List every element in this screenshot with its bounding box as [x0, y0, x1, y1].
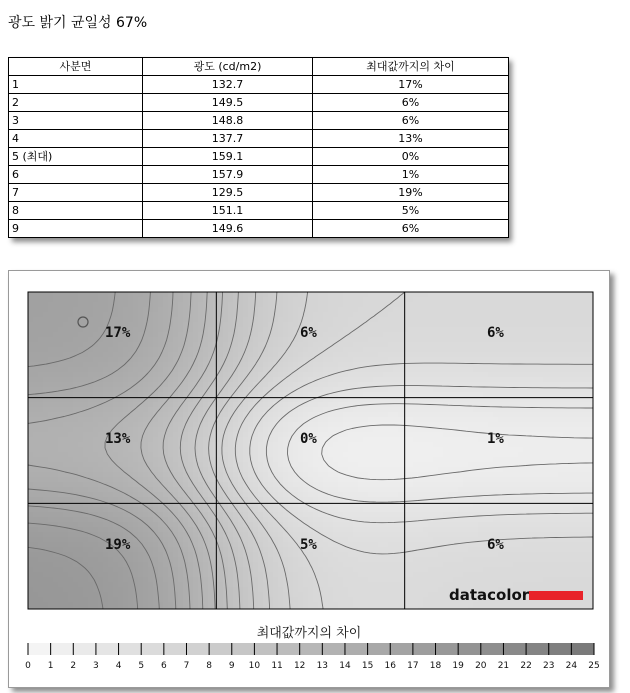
legend-tick-label: 3 — [93, 661, 99, 671]
legend-swatch — [51, 643, 74, 655]
table-row — [9, 148, 509, 166]
cell-luminance: 129.5 — [143, 184, 313, 202]
legend-swatch — [232, 643, 255, 655]
legend-tick-label: 19 — [452, 661, 464, 671]
cell-quadrant: 1 — [9, 76, 143, 94]
cell-value-label: 17% — [105, 325, 131, 341]
cell-value-label: 13% — [105, 431, 131, 447]
header-luminance: 광도 (cd/m2) — [143, 58, 313, 76]
legend-tick-label: 5 — [138, 661, 145, 671]
cell-quadrant: 2 — [9, 94, 143, 112]
legend-tick-label: 15 — [361, 661, 374, 671]
legend-swatch — [345, 643, 368, 655]
legend-swatch — [254, 643, 277, 655]
cell-luminance: 137.7 — [143, 130, 313, 148]
legend-swatch — [300, 643, 323, 655]
cell-difference: 6% — [313, 94, 509, 112]
legend-swatch — [186, 643, 209, 655]
legend-tick-label: 24 — [565, 661, 578, 671]
legend-swatch — [526, 643, 549, 655]
legend-tick-label: 17 — [407, 661, 419, 671]
datacolor-logo: datacolor — [449, 586, 530, 604]
cell-value-label: 6% — [487, 537, 504, 553]
cell-value-label: 0% — [300, 431, 317, 447]
legend-swatch — [503, 643, 526, 655]
legend-tick-label: 4 — [115, 661, 122, 671]
cell-luminance: 151.1 — [143, 202, 313, 220]
cell-luminance: 157.9 — [143, 166, 313, 184]
legend-tick-label: 20 — [475, 661, 487, 671]
header-difference: 최대값까지의 차이 — [313, 58, 509, 76]
legend-tick-label: 13 — [316, 661, 329, 671]
legend-swatch — [436, 643, 459, 655]
cell-difference: 1% — [313, 166, 509, 184]
legend-tick-label: 23 — [542, 661, 555, 671]
legend-swatch — [390, 643, 413, 655]
legend-tick-label: 14 — [339, 661, 351, 671]
cell-difference: 6% — [313, 112, 509, 130]
table-row — [9, 202, 509, 220]
uniformity-table-container — [8, 57, 508, 238]
legend-swatch — [141, 643, 164, 655]
cell-difference: 6% — [313, 220, 509, 238]
cell-quadrant: 8 — [9, 202, 143, 220]
legend-swatch — [549, 643, 572, 655]
legend-tick-label: 11 — [271, 661, 283, 671]
datacolor-logo-bar — [529, 591, 583, 600]
heatmap-chart — [9, 271, 609, 687]
legend-swatch — [277, 643, 300, 655]
cell-difference: 13% — [313, 130, 509, 148]
legend-swatch — [119, 643, 142, 655]
legend-swatch — [164, 643, 187, 655]
legend-tick-label: 0 — [25, 661, 31, 671]
uniformity-table — [8, 57, 509, 238]
legend-swatch — [209, 643, 232, 655]
table-header-row — [9, 58, 509, 76]
table-row — [9, 94, 509, 112]
legend-tick-label: 22 — [520, 661, 532, 671]
legend-title: 최대값까지의 차이 — [256, 626, 362, 641]
table-row — [9, 166, 509, 184]
cell-difference: 0% — [313, 148, 509, 166]
legend-tick-label: 7 — [183, 661, 190, 671]
cell-quadrant: 9 — [9, 220, 143, 238]
page-title: 광도 밝기 균일성 67% — [8, 15, 148, 31]
cell-value-label: 6% — [487, 325, 504, 341]
legend-tick-label: 10 — [248, 661, 261, 671]
cell-quadrant: 5 (최대) — [9, 148, 143, 166]
cell-quadrant: 6 — [9, 166, 143, 184]
cell-difference: 17% — [313, 76, 509, 94]
table-row — [9, 76, 509, 94]
legend-tick-label: 16 — [384, 661, 396, 671]
header-quadrant: 사분면 — [9, 58, 143, 76]
legend-swatch — [368, 643, 391, 655]
legend-swatch — [28, 643, 51, 655]
cell-difference: 19% — [313, 184, 509, 202]
legend-tick-label: 9 — [228, 661, 235, 671]
legend-tick-label: 8 — [206, 661, 212, 671]
legend-swatch — [73, 643, 96, 655]
legend-tick-label: 12 — [293, 661, 306, 671]
cell-quadrant: 7 — [9, 184, 143, 202]
cell-luminance: 149.5 — [143, 94, 313, 112]
legend-swatch — [458, 643, 481, 655]
legend-tick-label: 1 — [47, 661, 54, 671]
cell-difference: 5% — [313, 202, 509, 220]
legend-swatch — [413, 643, 436, 655]
legend-swatch — [322, 643, 345, 655]
cell-value-label: 6% — [300, 325, 317, 341]
cell-quadrant: 4 — [9, 130, 143, 148]
table-row — [9, 130, 509, 148]
table-row — [9, 112, 509, 130]
legend-tick-label: 6 — [160, 661, 167, 671]
cell-value-label: 19% — [105, 537, 131, 553]
legend-swatch — [96, 643, 119, 655]
legend-swatch — [571, 643, 594, 655]
legend-tick-label: 18 — [429, 661, 442, 671]
legend-tick-label: 21 — [497, 661, 510, 671]
cell-luminance: 148.8 — [143, 112, 313, 130]
legend-tick-label: 25 — [588, 661, 600, 671]
cell-luminance: 132.7 — [143, 76, 313, 94]
cell-value-label: 5% — [300, 537, 317, 553]
legend-swatch — [481, 643, 504, 655]
cell-luminance: 159.1 — [143, 148, 313, 166]
cell-value-label: 1% — [487, 431, 504, 447]
cell-quadrant: 3 — [9, 112, 143, 130]
legend-tick-label: 2 — [70, 661, 77, 671]
table-row — [9, 184, 509, 202]
heatmap-panel — [8, 270, 610, 688]
table-row — [9, 220, 509, 238]
cell-luminance: 149.6 — [143, 220, 313, 238]
